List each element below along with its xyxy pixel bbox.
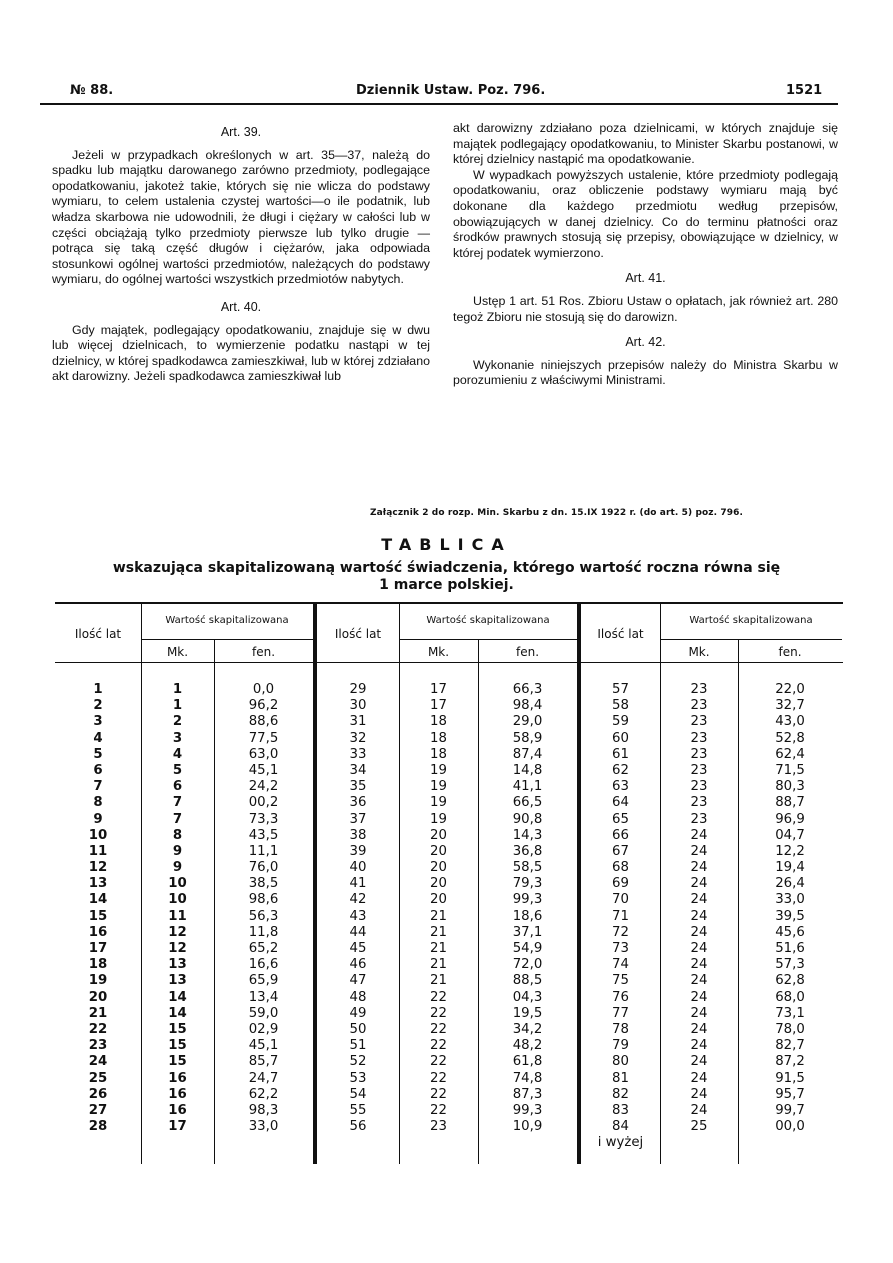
- page-number: 1521: [786, 83, 823, 98]
- mk-column: [141, 682, 214, 1135]
- table-cell: 75: [612, 973, 629, 989]
- table-cell: 7: [93, 779, 103, 795]
- table-cell: 23: [690, 811, 708, 827]
- table-cell: 24: [690, 827, 708, 843]
- table-cell: 02,9: [248, 1021, 279, 1037]
- table-cell: 23: [690, 714, 708, 730]
- table-cell: 47: [349, 973, 367, 989]
- table-cell: 62,4: [775, 746, 805, 762]
- table-cell: 74,8: [512, 1070, 543, 1086]
- table-cell: 14,8: [512, 762, 543, 778]
- table-cell: 95,7: [775, 1086, 805, 1102]
- table-cell: 18: [430, 730, 447, 746]
- table-cell: 15: [88, 908, 108, 924]
- table-cell: 96,9: [775, 811, 805, 827]
- table-cell: 61: [612, 746, 629, 762]
- table-cell: 23: [690, 698, 708, 714]
- table-cell: 39: [349, 843, 367, 859]
- table-cell: 34,2: [512, 1021, 543, 1037]
- table-cell: 1: [172, 682, 183, 697]
- table-cell: 58,9: [512, 730, 543, 746]
- table-cell: 87,2: [775, 1054, 805, 1070]
- table-cell: 13: [88, 876, 108, 892]
- table-cell: 16,6: [248, 957, 279, 973]
- table-cell: 38,5: [248, 876, 279, 892]
- table-cell: 10: [168, 892, 187, 908]
- table-cell: 56: [349, 1119, 367, 1135]
- table-cell: 19,4: [775, 860, 805, 876]
- table-cell: 69: [612, 876, 629, 892]
- table-cell: 41: [349, 876, 367, 892]
- table-cell: 24: [690, 924, 708, 940]
- table-cell: 60: [612, 730, 629, 746]
- table-cell: 18: [430, 746, 447, 762]
- table-cell: 71,5: [775, 762, 805, 778]
- table-cell: 13: [168, 957, 187, 973]
- art-41-text: Ustęp 1 art. 51 Ros. Zbioru Ustaw o opłatach, jak również art. 280 tegoż Zbioru nie stosują się do darowizn.: [453, 293, 838, 324]
- table-cell: 38: [349, 827, 367, 843]
- header-value: Wartość skapitalizowana: [426, 615, 550, 626]
- table-cell: 23: [690, 730, 708, 746]
- table-cell: 1: [93, 682, 103, 697]
- table-cell: 24: [690, 941, 708, 956]
- table-subtitle-line-2: 1 marce polskiej.: [379, 577, 514, 593]
- table-cell: 15: [168, 1038, 187, 1054]
- table-cell: 22: [430, 1038, 447, 1054]
- table-cell: 45,6: [775, 924, 805, 940]
- table-cell: 22: [430, 1086, 447, 1102]
- table-cell: 11,8: [248, 924, 279, 940]
- table-cell: 37: [349, 811, 367, 827]
- table-cell: 6: [172, 779, 183, 795]
- table-cell: 21: [430, 941, 447, 956]
- table-cell: 23: [690, 795, 708, 811]
- table-cell: 31: [349, 714, 367, 730]
- table-cell: 51: [349, 1038, 367, 1054]
- table-cell: 5: [172, 762, 183, 778]
- table-cell: 14,3: [512, 827, 543, 843]
- table-cell: 18,6: [512, 908, 543, 924]
- table-cell: 2: [172, 714, 183, 730]
- table-cell: 72,0: [512, 957, 543, 973]
- table-cell: 26: [88, 1086, 108, 1102]
- table-cell: 18: [88, 957, 108, 973]
- table-cell: 22: [430, 1070, 447, 1086]
- table-cell: 39,5: [775, 908, 805, 924]
- table-cell: 10,9: [512, 1119, 543, 1135]
- journal-title: Dziennik Ustaw. Poz. 796.: [356, 83, 546, 98]
- table-cell: 35: [349, 779, 367, 795]
- table-cell: 73,1: [775, 1005, 805, 1021]
- table-cell: 52: [349, 1054, 367, 1070]
- table-cell: 16: [168, 1070, 187, 1086]
- table-cell: 66,5: [512, 795, 543, 811]
- table-cell: 10: [168, 876, 187, 892]
- table-cell: 24: [690, 1054, 708, 1070]
- table-cell: 61,8: [512, 1054, 543, 1070]
- issue-number: № 88.: [70, 83, 114, 98]
- header-years: Ilość lat: [334, 627, 382, 641]
- table-cell: 62,8: [775, 973, 805, 989]
- table-cell: 24: [690, 1038, 708, 1054]
- table-cell: 55: [349, 1102, 367, 1118]
- table-cell: 74: [612, 957, 629, 973]
- table-cell: 67: [612, 843, 629, 859]
- table-cell: 72: [612, 924, 629, 940]
- table-cell: 20: [430, 827, 447, 843]
- table-cell: 77,5: [248, 730, 279, 746]
- table-cell: 16: [88, 924, 108, 940]
- table-cell: 22: [430, 1102, 447, 1118]
- table-cell: 83: [612, 1102, 629, 1118]
- table-cell: 46: [349, 957, 367, 973]
- table-cell: 22: [430, 1021, 447, 1037]
- table-cell: 57: [612, 682, 629, 697]
- table-cell: 41,1: [512, 779, 543, 795]
- table-cell: 22,0: [775, 682, 805, 697]
- table-cell: 52,8: [775, 730, 805, 746]
- table-cell: 48: [349, 989, 367, 1005]
- header-fen: fen.: [251, 645, 276, 659]
- table-cell: 04,3: [512, 989, 543, 1005]
- table-cell: 87,3: [512, 1086, 543, 1102]
- table-cell: 96,2: [248, 698, 279, 714]
- table-cell: 54,9: [512, 941, 543, 956]
- table-cell: 20: [430, 843, 447, 859]
- table-cell: 58,5: [512, 860, 543, 876]
- table-cell: 15: [168, 1054, 187, 1070]
- table-cell: 4: [93, 730, 103, 746]
- table-cell: 9: [172, 860, 183, 876]
- table-cell: 20: [430, 860, 447, 876]
- table-cell: 50: [349, 1021, 367, 1037]
- table-cell: 73: [612, 941, 629, 956]
- table-cell: 8: [172, 827, 183, 843]
- fen-column: [738, 682, 842, 1135]
- table-cell: 24,2: [248, 779, 279, 795]
- table-cell: 70: [612, 892, 629, 908]
- table-cell: 88,5: [512, 973, 543, 989]
- table-cell: 65,9: [248, 973, 279, 989]
- table-cell: 23: [690, 779, 708, 795]
- table-cell: 24: [690, 908, 708, 924]
- table-cell: 21: [430, 924, 447, 940]
- table-cell: 57,3: [775, 957, 805, 973]
- art-40-text: Gdy majątek, podlegający opodatkowaniu, znajduje się w dwu lub więcej dzielnicach, to wymierzenie podatku nastąpi w tej dzielnicy, w której spadkodawca zamieszkiwał, lub w której zdziałano akt darowizny. Jeżeli spadkodawca zamieszkiwał lub: [52, 322, 430, 384]
- table-cell: 17: [430, 698, 447, 714]
- table-cell: 04,7: [775, 827, 805, 843]
- table-cell: 99,3: [512, 1102, 543, 1118]
- table-cell: 90,8: [512, 811, 543, 827]
- table-cell: 24: [690, 1070, 708, 1086]
- table-cell: 58: [612, 698, 629, 714]
- table-cell: 24: [690, 876, 708, 892]
- table-cell: 29: [349, 682, 367, 697]
- table-cell: 22: [430, 989, 447, 1005]
- table-cell: 21: [430, 973, 447, 989]
- table-cell: 25: [88, 1070, 108, 1086]
- table-cell: 32,7: [775, 698, 805, 714]
- table-cell: 9: [93, 811, 103, 827]
- table-cell: 40: [349, 860, 367, 876]
- table-cell: 32: [349, 730, 367, 746]
- table-cell: 24: [690, 843, 708, 859]
- table-cell: 23: [430, 1119, 447, 1135]
- table-cell: 12: [168, 924, 187, 940]
- table-cell: 13: [168, 973, 187, 989]
- fen-column: [478, 682, 577, 1135]
- table-cell: 15: [168, 1021, 187, 1037]
- table-cell: 24: [690, 1086, 708, 1102]
- table-cell: 24: [88, 1054, 108, 1070]
- right-text-column: [453, 121, 838, 389]
- table-cell: 3: [93, 714, 103, 730]
- table-cell: 7: [172, 811, 183, 827]
- table-cell: 19,5: [512, 1005, 543, 1021]
- table-cell: 63: [612, 779, 629, 795]
- table-cell: 43,5: [248, 827, 279, 843]
- table-cell: 66: [612, 827, 629, 843]
- table-cell: 19: [430, 795, 447, 811]
- table-cell: 76: [612, 989, 629, 1005]
- header-mk: Mk.: [688, 645, 710, 659]
- table-cell: 12: [168, 941, 187, 956]
- table-cell: 23: [690, 746, 708, 762]
- header-fen: fen.: [778, 645, 802, 659]
- table-cell: 82,7: [775, 1038, 805, 1054]
- table-cell: 53: [349, 1070, 367, 1086]
- table-cell: 65: [612, 811, 629, 827]
- table-cell: 13,4: [248, 989, 279, 1005]
- art-41-title: Art. 41.: [625, 271, 666, 286]
- table-cell: 43: [349, 908, 367, 924]
- table-cell: 98,3: [248, 1102, 279, 1118]
- table-cell: i wyżej: [597, 1135, 644, 1151]
- table-cell: 8: [93, 795, 103, 811]
- table-cell: 73,3: [248, 811, 279, 827]
- table-cell: 82: [612, 1086, 629, 1102]
- table-cell: 64: [612, 795, 629, 811]
- table-cell: 76,0: [248, 860, 279, 876]
- header-years: Ilość lat: [74, 627, 122, 641]
- table-cell: 23: [690, 762, 708, 778]
- table-cell: 17: [168, 1119, 187, 1135]
- table-cell: 24: [690, 892, 708, 908]
- fen-column: [214, 682, 313, 1135]
- table-cell: 26,4: [775, 876, 805, 892]
- table-cell: 36,8: [512, 843, 543, 859]
- mk-column: [660, 682, 738, 1135]
- header-value: Wartość skapitalizowana: [165, 615, 289, 626]
- header-value: Wartość skapitalizowana: [689, 615, 813, 626]
- table-cell: 78: [612, 1021, 629, 1037]
- header-fen: fen.: [515, 645, 540, 659]
- art-40-continuation: akt darowizny zdziałano poza dzielnicami, w których znajduje się majątek podlegający opodatkowaniu, to Minister Skarbu postanowi, w której dzielnicy nastąpić ma opodatkowanie.: [453, 121, 838, 167]
- table-cell: 51,6: [775, 941, 805, 956]
- table-cell: 6: [93, 762, 103, 778]
- table-cell: 49: [349, 1005, 367, 1021]
- table-title: TABLICA: [381, 535, 512, 554]
- table-cell: 68,0: [775, 989, 805, 1005]
- table-cell: 24: [690, 1102, 708, 1118]
- table-cell: 59,0: [248, 1005, 279, 1021]
- table-cell: 81: [612, 1070, 629, 1086]
- table-cell: 79: [612, 1038, 629, 1054]
- left-text-column: [52, 118, 430, 385]
- table-cell: 63,0: [248, 746, 279, 762]
- table-cell: 68: [612, 860, 629, 876]
- table-cell: 62,2: [248, 1086, 279, 1102]
- table-cell: 33: [349, 746, 367, 762]
- table-cell: 18: [430, 714, 447, 730]
- art-40-paragraph-2: W wypadkach powyższych ustalenie, które przedmioty podlegają opodatkowaniu, oraz obliczenie podstawy wymiaru mają być dokonane dla każdego przedmiotu według przepisów, obowiązujących w danej dzielnicy. Co do terminu płatności oraz środków prawnych stosują się przepisy, obowiązujące w dzielnicy, w której podatek wymierzono.: [453, 167, 838, 260]
- table-cell: 44: [349, 924, 367, 940]
- art-39-text: Jeżeli w przypadkach określonych w art. 35—37, należą do spadku lub majątku darowanego zarówno przedmioty, podlegające opodatkowaniu, jakoteż takie, których się nie wlicza do podstawy wymiaru, to celem ustalenia czystej wartości—o ile podatnik, lub władza skarbowa nie udowodnili, że długi i ciężary w całości lub w części obciążają tylko przedmioty pierwsze lub tylko drugie — potrąca się taką część długów i ciężarów, jaka odpowiada stosunkowi ogólnej wartości przedmiotów, należących do podstawy wymiaru, do ogólnej wartości wszystkich przedmiotów nabytych.: [52, 147, 430, 287]
- table-cell: 00,0: [775, 1119, 805, 1135]
- table-subtitle: [0, 560, 893, 594]
- table-cell: 20: [430, 876, 447, 892]
- table-cell: 23: [88, 1038, 108, 1054]
- table-cell: 3: [172, 730, 183, 746]
- table-cell: 79,3: [512, 876, 543, 892]
- table-cell: 48,2: [512, 1038, 543, 1054]
- table-cell: 11,1: [248, 843, 279, 859]
- table-cell: 33,0: [775, 892, 805, 908]
- table-cell: 14: [168, 989, 187, 1005]
- table-cell: 12,2: [775, 843, 805, 859]
- art-42-text: Wykonanie niniejszych przepisów należy do Ministra Skarbu w porozumieniu z właściwymi Ministrami.: [453, 357, 838, 388]
- table-cell: 98,4: [512, 698, 543, 714]
- table-cell: 84: [612, 1119, 629, 1135]
- table-cell: 85,7: [248, 1054, 279, 1070]
- table-cell: 45: [349, 941, 367, 956]
- table-cell: 20: [88, 989, 108, 1005]
- table-cell: 88,6: [248, 714, 279, 730]
- table-cell: 19: [430, 779, 447, 795]
- table-cell: 9: [172, 843, 183, 859]
- table-cell: 28: [88, 1119, 108, 1135]
- table-cell: 5: [93, 746, 103, 762]
- table-cell: 2: [93, 698, 103, 714]
- mk-column: [399, 682, 478, 1135]
- years-column: [317, 682, 399, 1135]
- table-cell: 78,0: [775, 1021, 805, 1037]
- table-cell: 12: [88, 860, 108, 876]
- annex-reference: Załącznik 2 do rozp. Min. Skarbu z dn. 15.IX 1922 r. (do art. 5) poz. 796.: [370, 508, 743, 518]
- table-cell: 17: [430, 682, 447, 697]
- table-cell: 24: [690, 1021, 708, 1037]
- table-cell: 45,1: [248, 762, 279, 778]
- art-40-title: Art. 40.: [220, 299, 262, 314]
- header-years: Ilość lat: [597, 627, 644, 641]
- table-cell: 43,0: [775, 714, 805, 730]
- table-cell: 37,1: [512, 924, 543, 940]
- table-cell: 11: [88, 843, 108, 859]
- table-cell: 33,0: [248, 1119, 279, 1135]
- table-cell: 4: [172, 746, 183, 762]
- table-cell: 98,6: [248, 892, 279, 908]
- table-cell: 77: [612, 1005, 629, 1021]
- table-cell: 22: [430, 1005, 447, 1021]
- table-cell: 24,7: [248, 1070, 279, 1086]
- table-cell: 99,7: [775, 1102, 805, 1118]
- table-cell: 24: [690, 860, 708, 876]
- table-cell: 19: [430, 762, 447, 778]
- table-cell: 19: [88, 973, 108, 989]
- table-cell: 20: [430, 892, 447, 908]
- table-cell: 65,2: [248, 941, 279, 956]
- table-cell: 00,2: [248, 795, 279, 811]
- table-cell: 22: [88, 1021, 108, 1037]
- table-cell: 24: [690, 973, 708, 989]
- header-rule: [40, 103, 838, 105]
- table-cell: 25: [690, 1119, 708, 1135]
- table-cell: 54: [349, 1086, 367, 1102]
- table-cell: 11: [168, 908, 187, 924]
- table-cell: 36: [349, 795, 367, 811]
- table-cell: 29,0: [512, 714, 543, 730]
- table-cell: 42: [349, 892, 367, 908]
- table-cell: 14: [168, 1005, 187, 1021]
- table-cell: 21: [430, 908, 447, 924]
- table-subtitle-line-1: wskazująca skapitalizowaną wartość świadczenia, którego wartość roczna równa się: [112, 560, 781, 576]
- table-cell: 87,4: [512, 746, 543, 762]
- table-cell: 91,5: [775, 1070, 805, 1086]
- table-cell: 45,1: [248, 1038, 279, 1054]
- table-cell: 56,3: [248, 908, 279, 924]
- table-cell: 10: [88, 827, 108, 843]
- table-cell: 59: [612, 714, 629, 730]
- table-cell: 62: [612, 762, 629, 778]
- table-cell: 19: [430, 811, 447, 827]
- table-cell: 80,3: [775, 779, 805, 795]
- table-cell: 24: [690, 1005, 708, 1021]
- table-cell: 27: [88, 1102, 108, 1118]
- table-cell: 22: [430, 1054, 447, 1070]
- table-cell: 7: [172, 795, 183, 811]
- table-cell: 0,0: [252, 682, 275, 697]
- header-mk: Mk.: [427, 645, 450, 659]
- table-cell: 80: [612, 1054, 629, 1070]
- table-cell: 71: [612, 908, 629, 924]
- table-cell: 16: [168, 1086, 187, 1102]
- art-42-title: Art. 42.: [625, 335, 666, 350]
- table-cell: 24: [690, 957, 708, 973]
- table-cell: 88,7: [775, 795, 805, 811]
- art-39-title: Art. 39.: [220, 125, 262, 139]
- table-cell: 17: [88, 941, 108, 956]
- table-cell: 30: [349, 698, 367, 714]
- header-mk: Mk.: [166, 645, 189, 659]
- table-cell: 14: [88, 892, 108, 908]
- table-cell: 24: [690, 989, 708, 1005]
- table-cell: 21: [88, 1005, 108, 1021]
- years-column: [581, 682, 660, 1151]
- table-cell: 21: [430, 957, 447, 973]
- table-cell: 99,3: [512, 892, 543, 908]
- table-cell: 34: [349, 762, 367, 778]
- table-cell: 1: [172, 698, 183, 714]
- table-cell: 16: [168, 1102, 187, 1118]
- table-cell: 23: [690, 682, 708, 697]
- table-cell: 66,3: [512, 682, 543, 697]
- years-column: [55, 682, 141, 1135]
